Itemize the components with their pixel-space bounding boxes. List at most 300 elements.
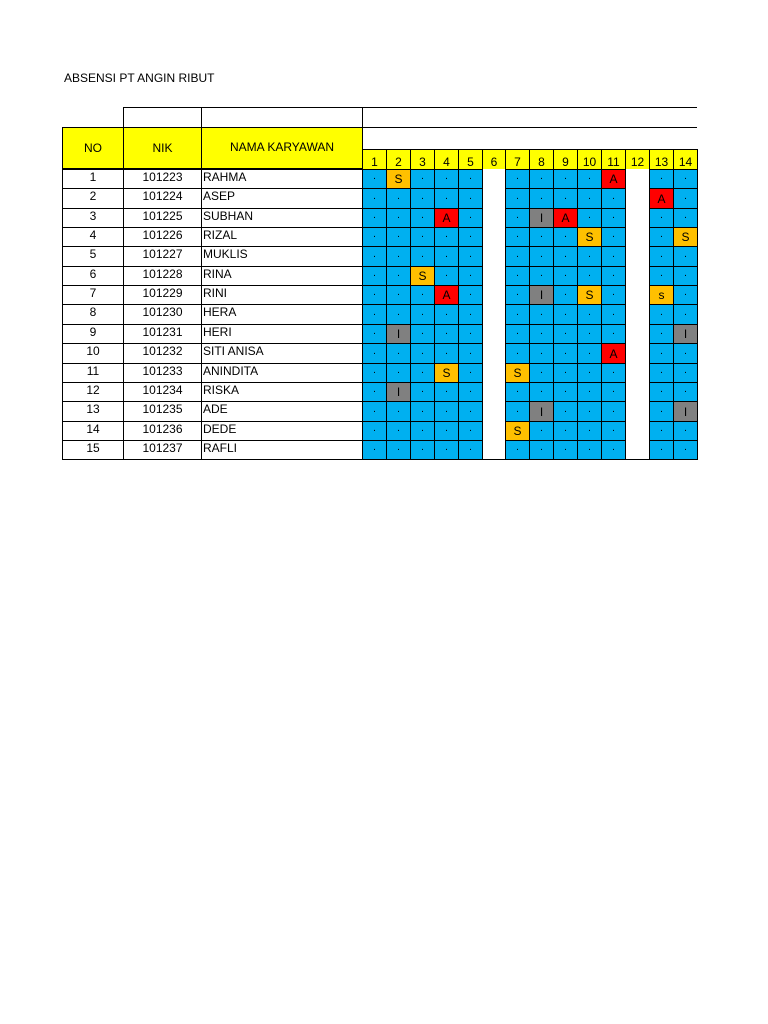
present-dot: . bbox=[588, 403, 591, 415]
attendance-present-cell bbox=[458, 266, 483, 286]
present-dot: . bbox=[397, 268, 400, 279]
present-dot: . bbox=[516, 268, 519, 279]
attendance-present-cell bbox=[601, 324, 626, 344]
attendance-present-cell bbox=[673, 208, 698, 228]
present-dot: . bbox=[564, 248, 567, 260]
attendance-present-cell bbox=[601, 421, 626, 441]
attendance-present-cell bbox=[362, 188, 387, 209]
present-dot: . bbox=[516, 326, 519, 337]
day-header-3: 3 bbox=[410, 149, 435, 170]
present-dot: . bbox=[373, 306, 376, 318]
attendance-present-cell bbox=[386, 343, 411, 364]
attendance-present-cell bbox=[529, 169, 554, 189]
present-dot: . bbox=[373, 365, 376, 376]
present-dot: . bbox=[397, 248, 400, 260]
attendance-present-cell bbox=[362, 421, 387, 441]
attendance-present-cell bbox=[362, 382, 387, 402]
attendance-present-cell bbox=[458, 304, 483, 325]
present-dot: . bbox=[516, 171, 519, 182]
attendance-present-cell bbox=[410, 246, 435, 267]
attendance-mark-cell: I bbox=[386, 382, 411, 402]
attendance-present-cell bbox=[410, 440, 435, 460]
attendance-present-cell bbox=[410, 363, 435, 383]
present-dot: . bbox=[421, 403, 424, 415]
cell-name: ASEP bbox=[201, 188, 363, 209]
present-dot: . bbox=[612, 210, 615, 221]
present-dot: . bbox=[516, 190, 519, 202]
day-header-7: 7 bbox=[505, 149, 530, 170]
attendance-present-cell bbox=[434, 401, 459, 422]
attendance-present-cell bbox=[553, 246, 578, 267]
attendance-present-cell bbox=[362, 208, 387, 228]
attendance-present-cell bbox=[649, 363, 674, 383]
day-header-4: 4 bbox=[434, 149, 459, 170]
day-header-13: 13 bbox=[649, 149, 674, 170]
blank-day-cell bbox=[625, 169, 650, 189]
present-dot: . bbox=[564, 345, 567, 357]
present-dot: . bbox=[612, 190, 615, 202]
cell-nik: 101230 bbox=[123, 304, 202, 325]
present-dot: . bbox=[397, 403, 400, 415]
present-dot: . bbox=[612, 248, 615, 260]
attendance-present-cell bbox=[673, 343, 698, 364]
cell-nik: 101226 bbox=[123, 227, 202, 247]
attendance-mark-cell: S bbox=[505, 421, 530, 441]
present-dot: . bbox=[660, 423, 663, 434]
attendance-present-cell bbox=[505, 208, 530, 228]
attendance-present-cell bbox=[410, 421, 435, 441]
present-dot: . bbox=[516, 210, 519, 221]
present-dot: . bbox=[516, 442, 519, 453]
attendance-present-cell bbox=[673, 440, 698, 460]
present-dot: . bbox=[684, 268, 687, 279]
attendance-present-cell bbox=[410, 208, 435, 228]
present-dot: . bbox=[660, 229, 663, 240]
present-dot: . bbox=[469, 326, 472, 337]
attendance-present-cell bbox=[601, 304, 626, 325]
attendance-present-cell bbox=[529, 188, 554, 209]
present-dot: . bbox=[516, 345, 519, 357]
attendance-present-cell bbox=[553, 285, 578, 305]
present-dot: . bbox=[564, 442, 567, 453]
blank-day-cell bbox=[482, 401, 506, 422]
present-dot: . bbox=[684, 345, 687, 357]
blank-day-cell bbox=[482, 266, 506, 286]
present-dot: . bbox=[588, 306, 591, 318]
attendance-present-cell bbox=[386, 266, 411, 286]
present-dot: . bbox=[684, 384, 687, 395]
present-dot: . bbox=[588, 248, 591, 260]
attendance-present-cell bbox=[362, 304, 387, 325]
attendance-present-cell bbox=[553, 227, 578, 247]
cell-nik: 101237 bbox=[123, 440, 202, 460]
present-dot: . bbox=[516, 403, 519, 415]
present-dot: . bbox=[540, 345, 543, 357]
attendance-mark-cell: S bbox=[410, 266, 435, 286]
attendance-mark-cell: S bbox=[577, 285, 602, 305]
header-no: NO bbox=[62, 127, 124, 169]
attendance-present-cell bbox=[434, 343, 459, 364]
blank-day-cell bbox=[482, 304, 506, 325]
present-dot: . bbox=[421, 423, 424, 434]
attendance-mark-cell: S bbox=[434, 363, 459, 383]
attendance-present-cell bbox=[601, 208, 626, 228]
attendance-present-cell bbox=[577, 246, 602, 267]
attendance-present-cell bbox=[529, 266, 554, 286]
attendance-present-cell bbox=[649, 343, 674, 364]
cell-no: 1 bbox=[62, 169, 124, 189]
attendance-present-cell bbox=[673, 382, 698, 402]
attendance-present-cell bbox=[505, 440, 530, 460]
present-dot: . bbox=[660, 345, 663, 357]
attendance-present-cell bbox=[362, 343, 387, 364]
attendance-mark-cell: S bbox=[673, 227, 698, 247]
attendance-present-cell bbox=[410, 401, 435, 422]
present-dot: . bbox=[469, 384, 472, 395]
attendance-present-cell bbox=[362, 440, 387, 460]
attendance-present-cell bbox=[434, 440, 459, 460]
blank-day-cell bbox=[482, 208, 506, 228]
present-dot: . bbox=[445, 171, 448, 182]
cell-no: 7 bbox=[62, 285, 124, 305]
header-nik: NIK bbox=[123, 127, 202, 169]
present-dot: . bbox=[540, 190, 543, 202]
present-dot: . bbox=[373, 248, 376, 260]
present-dot: . bbox=[564, 384, 567, 395]
attendance-present-cell bbox=[505, 304, 530, 325]
cell-nik: 101231 bbox=[123, 324, 202, 344]
attendance-present-cell bbox=[410, 343, 435, 364]
blank-day-cell bbox=[482, 363, 506, 383]
present-dot: . bbox=[612, 326, 615, 337]
attendance-present-cell bbox=[362, 246, 387, 267]
blank-day-cell bbox=[625, 440, 650, 460]
cell-nik: 101223 bbox=[123, 169, 202, 189]
present-dot: . bbox=[469, 365, 472, 376]
present-dot: . bbox=[612, 268, 615, 279]
attendance-present-cell bbox=[673, 188, 698, 209]
present-dot: . bbox=[445, 268, 448, 279]
attendance-present-cell bbox=[577, 266, 602, 286]
present-dot: . bbox=[588, 345, 591, 357]
attendance-present-cell bbox=[649, 208, 674, 228]
attendance-present-cell bbox=[434, 169, 459, 189]
present-dot: . bbox=[540, 268, 543, 279]
day-header-11: 11 bbox=[601, 149, 626, 170]
cell-nik: 101227 bbox=[123, 246, 202, 267]
attendance-present-cell bbox=[505, 401, 530, 422]
cell-no: 11 bbox=[62, 363, 124, 383]
present-dot: . bbox=[564, 171, 567, 182]
attendance-present-cell bbox=[505, 188, 530, 209]
blank-day-cell bbox=[482, 246, 506, 267]
present-dot: . bbox=[469, 210, 472, 221]
cell-no: 5 bbox=[62, 246, 124, 267]
day-header-5: 5 bbox=[458, 149, 483, 170]
attendance-present-cell bbox=[601, 188, 626, 209]
attendance-present-cell bbox=[386, 227, 411, 247]
present-dot: . bbox=[588, 423, 591, 434]
present-dot: . bbox=[421, 365, 424, 376]
attendance-present-cell bbox=[601, 246, 626, 267]
blank-day-cell bbox=[625, 285, 650, 305]
attendance-present-cell bbox=[577, 382, 602, 402]
present-dot: . bbox=[660, 384, 663, 395]
blank-day-cell bbox=[482, 421, 506, 441]
cell-nik: 101232 bbox=[123, 343, 202, 364]
cell-nik: 101224 bbox=[123, 188, 202, 209]
present-dot: . bbox=[469, 423, 472, 434]
attendance-present-cell bbox=[458, 401, 483, 422]
present-dot: . bbox=[540, 306, 543, 318]
attendance-present-cell bbox=[577, 304, 602, 325]
present-dot: . bbox=[373, 190, 376, 202]
present-dot: . bbox=[684, 287, 687, 298]
attendance-present-cell bbox=[673, 246, 698, 267]
attendance-mark-cell: A bbox=[553, 208, 578, 228]
present-dot: . bbox=[421, 326, 424, 337]
attendance-present-cell bbox=[410, 382, 435, 402]
attendance-mark-cell: A bbox=[601, 169, 626, 189]
present-dot: . bbox=[445, 345, 448, 357]
present-dot: . bbox=[612, 384, 615, 395]
present-dot: . bbox=[660, 210, 663, 221]
cell-no: 8 bbox=[62, 304, 124, 325]
attendance-present-cell bbox=[458, 440, 483, 460]
present-dot: . bbox=[469, 171, 472, 182]
day-header-10: 10 bbox=[577, 149, 602, 170]
blank-day-cell bbox=[625, 188, 650, 209]
present-dot: . bbox=[564, 190, 567, 202]
attendance-present-cell bbox=[577, 363, 602, 383]
attendance-present-cell bbox=[434, 421, 459, 441]
top-row-bottom-border bbox=[362, 127, 697, 128]
present-dot: . bbox=[660, 442, 663, 453]
attendance-present-cell bbox=[577, 421, 602, 441]
present-dot: . bbox=[564, 403, 567, 415]
attendance-present-cell bbox=[434, 266, 459, 286]
cell-name: RINI bbox=[201, 285, 363, 305]
present-dot: . bbox=[373, 345, 376, 357]
present-dot: . bbox=[612, 403, 615, 415]
present-dot: . bbox=[516, 229, 519, 240]
attendance-present-cell bbox=[553, 382, 578, 402]
attendance-present-cell bbox=[529, 304, 554, 325]
attendance-present-cell bbox=[601, 401, 626, 422]
attendance-present-cell bbox=[458, 363, 483, 383]
attendance-present-cell bbox=[529, 246, 554, 267]
attendance-present-cell bbox=[362, 169, 387, 189]
attendance-present-cell bbox=[362, 227, 387, 247]
attendance-mark-cell: I bbox=[529, 208, 554, 228]
attendance-mark-cell: I bbox=[386, 324, 411, 344]
top-row-divider bbox=[123, 107, 124, 127]
present-dot: . bbox=[540, 229, 543, 240]
attendance-present-cell bbox=[386, 208, 411, 228]
attendance-present-cell bbox=[553, 324, 578, 344]
cell-name: RINA bbox=[201, 266, 363, 286]
attendance-present-cell bbox=[649, 324, 674, 344]
attendance-present-cell bbox=[505, 382, 530, 402]
present-dot: . bbox=[397, 423, 400, 434]
cell-name: HERA bbox=[201, 304, 363, 325]
blank-day-cell bbox=[625, 382, 650, 402]
present-dot: . bbox=[469, 403, 472, 415]
present-dot: . bbox=[660, 268, 663, 279]
attendance-present-cell bbox=[601, 440, 626, 460]
cell-no: 10 bbox=[62, 343, 124, 364]
present-dot: . bbox=[588, 171, 591, 182]
day-header-9: 9 bbox=[553, 149, 578, 170]
present-dot: . bbox=[445, 403, 448, 415]
attendance-present-cell bbox=[673, 169, 698, 189]
attendance-present-cell bbox=[577, 401, 602, 422]
present-dot: . bbox=[660, 403, 663, 415]
present-dot: . bbox=[469, 442, 472, 453]
attendance-present-cell bbox=[410, 285, 435, 305]
day-header-6: 6 bbox=[482, 149, 506, 170]
present-dot: . bbox=[373, 384, 376, 395]
present-dot: . bbox=[445, 248, 448, 260]
attendance-present-cell bbox=[601, 363, 626, 383]
attendance-present-cell bbox=[410, 169, 435, 189]
attendance-present-cell bbox=[673, 304, 698, 325]
present-dot: . bbox=[469, 190, 472, 202]
attendance-present-cell bbox=[529, 324, 554, 344]
attendance-present-cell bbox=[529, 382, 554, 402]
attendance-mark-cell: I bbox=[529, 401, 554, 422]
present-dot: . bbox=[445, 326, 448, 337]
attendance-present-cell bbox=[362, 266, 387, 286]
attendance-present-cell bbox=[505, 246, 530, 267]
blank-day-cell bbox=[482, 285, 506, 305]
present-dot: . bbox=[660, 365, 663, 376]
attendance-present-cell bbox=[553, 169, 578, 189]
attendance-present-cell bbox=[649, 440, 674, 460]
cell-no: 14 bbox=[62, 421, 124, 441]
present-dot: . bbox=[564, 306, 567, 318]
present-dot: . bbox=[421, 345, 424, 357]
present-dot: . bbox=[684, 423, 687, 434]
attendance-present-cell bbox=[529, 440, 554, 460]
attendance-present-cell bbox=[649, 246, 674, 267]
present-dot: . bbox=[540, 171, 543, 182]
present-dot: . bbox=[421, 384, 424, 395]
attendance-present-cell bbox=[577, 188, 602, 209]
present-dot: . bbox=[588, 384, 591, 395]
blank-day-cell bbox=[625, 227, 650, 247]
present-dot: . bbox=[469, 287, 472, 298]
attendance-present-cell bbox=[458, 421, 483, 441]
attendance-present-cell bbox=[649, 382, 674, 402]
cell-nik: 101236 bbox=[123, 421, 202, 441]
attendance-present-cell bbox=[458, 285, 483, 305]
attendance-mark-cell: A bbox=[649, 188, 674, 209]
attendance-present-cell bbox=[649, 401, 674, 422]
present-dot: . bbox=[564, 287, 567, 298]
attendance-present-cell bbox=[649, 169, 674, 189]
day-header-12: 12 bbox=[625, 149, 650, 170]
day-header-14: 14 bbox=[673, 149, 698, 170]
attendance-mark-cell: S bbox=[505, 363, 530, 383]
day-header-2: 2 bbox=[386, 149, 411, 170]
present-dot: . bbox=[397, 442, 400, 453]
attendance-present-cell bbox=[434, 227, 459, 247]
present-dot: . bbox=[373, 287, 376, 298]
attendance-present-cell bbox=[386, 304, 411, 325]
present-dot: . bbox=[684, 442, 687, 453]
present-dot: . bbox=[397, 229, 400, 240]
present-dot: . bbox=[660, 326, 663, 337]
top-row-divider bbox=[201, 107, 202, 127]
present-dot: . bbox=[564, 326, 567, 337]
cell-name: RAFLI bbox=[201, 440, 363, 460]
blank-day-cell bbox=[625, 324, 650, 344]
present-dot: . bbox=[612, 287, 615, 298]
attendance-present-cell bbox=[553, 266, 578, 286]
present-dot: . bbox=[660, 171, 663, 182]
blank-day-cell bbox=[482, 382, 506, 402]
attendance-present-cell bbox=[505, 343, 530, 364]
blank-day-cell bbox=[625, 363, 650, 383]
cell-name: ADE bbox=[201, 401, 363, 422]
present-dot: . bbox=[373, 326, 376, 337]
attendance-present-cell bbox=[553, 363, 578, 383]
present-dot: . bbox=[612, 229, 615, 240]
present-dot: . bbox=[373, 442, 376, 453]
present-dot: . bbox=[421, 190, 424, 202]
attendance-present-cell bbox=[601, 266, 626, 286]
cell-name: HERI bbox=[201, 324, 363, 344]
attendance-present-cell bbox=[386, 285, 411, 305]
blank-day-cell bbox=[482, 324, 506, 344]
blank-day-cell bbox=[625, 343, 650, 364]
present-dot: . bbox=[469, 268, 472, 279]
present-dot: . bbox=[588, 268, 591, 279]
page-title: ABSENSI PT ANGIN RIBUT bbox=[64, 71, 215, 85]
attendance-present-cell bbox=[649, 421, 674, 441]
present-dot: . bbox=[588, 326, 591, 337]
cell-name: SUBHAN bbox=[201, 208, 363, 228]
cell-no: 9 bbox=[62, 324, 124, 344]
attendance-present-cell bbox=[458, 382, 483, 402]
attendance-mark-cell: S bbox=[386, 169, 411, 189]
present-dot: . bbox=[421, 248, 424, 260]
attendance-mark-cell: A bbox=[434, 285, 459, 305]
present-dot: . bbox=[684, 365, 687, 376]
attendance-present-cell bbox=[649, 304, 674, 325]
cell-no: 6 bbox=[62, 266, 124, 286]
present-dot: . bbox=[421, 306, 424, 318]
present-dot: . bbox=[540, 248, 543, 260]
attendance-present-cell bbox=[673, 421, 698, 441]
attendance-present-cell bbox=[458, 227, 483, 247]
attendance-present-cell bbox=[458, 169, 483, 189]
blank-day-cell bbox=[482, 169, 506, 189]
present-dot: . bbox=[373, 403, 376, 415]
day-header-1: 1 bbox=[362, 149, 387, 170]
present-dot: . bbox=[516, 306, 519, 318]
present-dot: . bbox=[397, 365, 400, 376]
attendance-present-cell bbox=[505, 169, 530, 189]
blank-day-cell bbox=[625, 266, 650, 286]
attendance-present-cell bbox=[529, 343, 554, 364]
present-dot: . bbox=[397, 306, 400, 318]
blank-day-cell bbox=[482, 343, 506, 364]
cell-no: 4 bbox=[62, 227, 124, 247]
attendance-present-cell bbox=[577, 440, 602, 460]
blank-day-cell bbox=[625, 246, 650, 267]
